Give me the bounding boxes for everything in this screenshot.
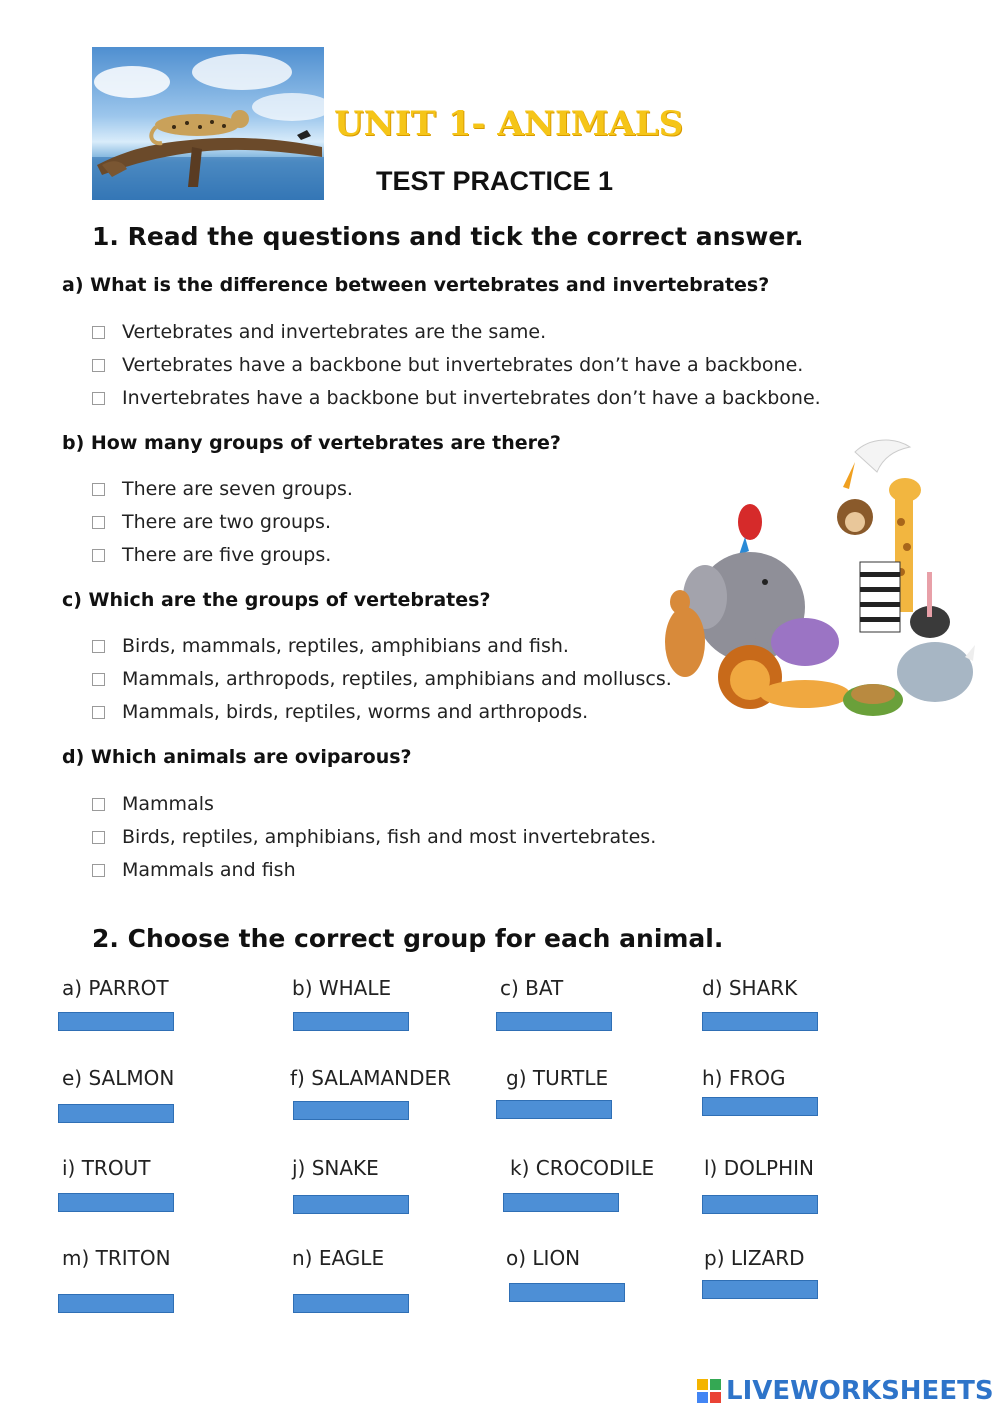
checkbox[interactable]	[92, 673, 105, 686]
unit-title: UNIT 1- ANIMALS	[334, 104, 684, 144]
brand-text: LIVEWORKSHEETS	[726, 1376, 994, 1406]
answer-box-bat[interactable]	[496, 1012, 612, 1031]
option-a-1[interactable]	[92, 321, 546, 343]
answer-box-shark[interactable]	[702, 1012, 818, 1031]
answer-box-lion[interactable]	[509, 1283, 625, 1302]
animal-label-lizard: p) LIZARD	[704, 1246, 805, 1270]
checkbox[interactable]	[92, 516, 105, 529]
animal-label-salmon: e) SALMON	[62, 1066, 175, 1090]
checkbox[interactable]	[92, 640, 105, 653]
animal-label-snake: j) SNAKE	[292, 1156, 379, 1180]
checkbox[interactable]	[92, 326, 105, 339]
animal-label-lion: o) LION	[506, 1246, 581, 1270]
option-label: There are seven groups.	[122, 478, 353, 500]
option-b-1[interactable]	[92, 478, 353, 500]
checkbox[interactable]	[92, 864, 105, 877]
animals-group-illustration	[655, 432, 977, 722]
option-label: Mammals	[122, 793, 214, 815]
answer-box-crocodile[interactable]	[503, 1193, 619, 1212]
answer-box-frog[interactable]	[702, 1097, 818, 1116]
answer-box-lizard[interactable]	[702, 1280, 818, 1299]
option-c-3[interactable]	[92, 701, 588, 723]
option-c-2[interactable]	[92, 668, 672, 690]
animal-label-salamander: f) SALAMANDER	[290, 1066, 452, 1090]
animal-label-shark: d) SHARK	[702, 976, 798, 1000]
option-label: Mammals and fish	[122, 859, 296, 881]
animal-label-crocodile: k) CROCODILE	[510, 1156, 655, 1180]
checkbox[interactable]	[92, 831, 105, 844]
animal-label-triton: m) TRITON	[62, 1246, 171, 1270]
option-label: Invertebrates have a backbone but invertebrates don’t have a backbone.	[122, 387, 821, 409]
checkbox[interactable]	[92, 483, 105, 496]
test-subtitle: TEST PRACTICE 1	[376, 166, 614, 196]
answer-box-parrot[interactable]	[58, 1012, 174, 1031]
option-label: Mammals, birds, reptiles, worms and arthropods.	[122, 701, 589, 723]
option-b-3[interactable]	[92, 544, 331, 566]
answer-box-whale[interactable]	[293, 1012, 409, 1031]
question-c: c) Which are the groups of vertebrates?	[62, 589, 491, 611]
checkbox[interactable]	[92, 798, 105, 811]
option-label: There are five groups.	[122, 544, 332, 566]
answer-box-eagle[interactable]	[293, 1294, 409, 1313]
checkbox[interactable]	[92, 359, 105, 372]
animal-label-dolphin: l) DOLPHIN	[704, 1156, 814, 1180]
animal-label-whale: b) WHALE	[292, 976, 392, 1000]
answer-box-turtle[interactable]	[496, 1100, 612, 1119]
option-label: Vertebrates have a backbone but invertebrates don’t have a backbone.	[122, 354, 804, 376]
leopard-photo	[92, 47, 324, 200]
answer-box-triton[interactable]	[58, 1294, 174, 1313]
question-b: b) How many groups of vertebrates are there?	[62, 432, 561, 454]
answer-box-salmon[interactable]	[58, 1104, 174, 1123]
option-label: Birds, reptiles, amphibians, fish and most invertebrates.	[122, 826, 657, 848]
option-d-1[interactable]	[92, 793, 214, 815]
option-c-1[interactable]	[92, 635, 569, 657]
liveworksheets-brand	[696, 1376, 994, 1406]
option-label: Birds, mammals, reptiles, amphibians and fish.	[122, 635, 569, 657]
answer-box-trout[interactable]	[58, 1193, 174, 1212]
checkbox[interactable]	[92, 392, 105, 405]
animal-label-trout: i) TROUT	[62, 1156, 151, 1180]
option-b-2[interactable]	[92, 511, 331, 533]
animal-label-eagle: n) EAGLE	[292, 1246, 385, 1270]
animal-label-bat: c) BAT	[500, 976, 564, 1000]
answer-box-dolphin[interactable]	[702, 1195, 818, 1214]
section-2-heading: 2. Choose the correct group for each animal.	[92, 924, 724, 953]
option-label: Mammals, arthropods, reptiles, amphibians and molluscs.	[122, 668, 672, 690]
animal-label-frog: h) FROG	[702, 1066, 786, 1090]
option-d-3[interactable]	[92, 859, 296, 881]
liveworksheets-logo-icon	[696, 1378, 722, 1404]
animal-label-turtle: g) TURTLE	[506, 1066, 609, 1090]
option-d-2[interactable]	[92, 826, 656, 848]
option-a-2[interactable]	[92, 354, 803, 376]
checkbox[interactable]	[92, 706, 105, 719]
option-label: Vertebrates and invertebrates are the same.	[122, 321, 547, 343]
option-label: There are two groups.	[122, 511, 331, 533]
section-1-heading: 1. Read the questions and tick the correct answer.	[92, 222, 804, 251]
animal-label-parrot: a) PARROT	[62, 976, 169, 1000]
answer-box-salamander[interactable]	[293, 1101, 409, 1120]
option-a-3[interactable]	[92, 387, 821, 409]
question-d: d) Which animals are oviparous?	[62, 746, 412, 768]
question-a: a) What is the difference between vertebrates and invertebrates?	[62, 274, 770, 296]
answer-box-snake[interactable]	[293, 1195, 409, 1214]
checkbox[interactable]	[92, 549, 105, 562]
